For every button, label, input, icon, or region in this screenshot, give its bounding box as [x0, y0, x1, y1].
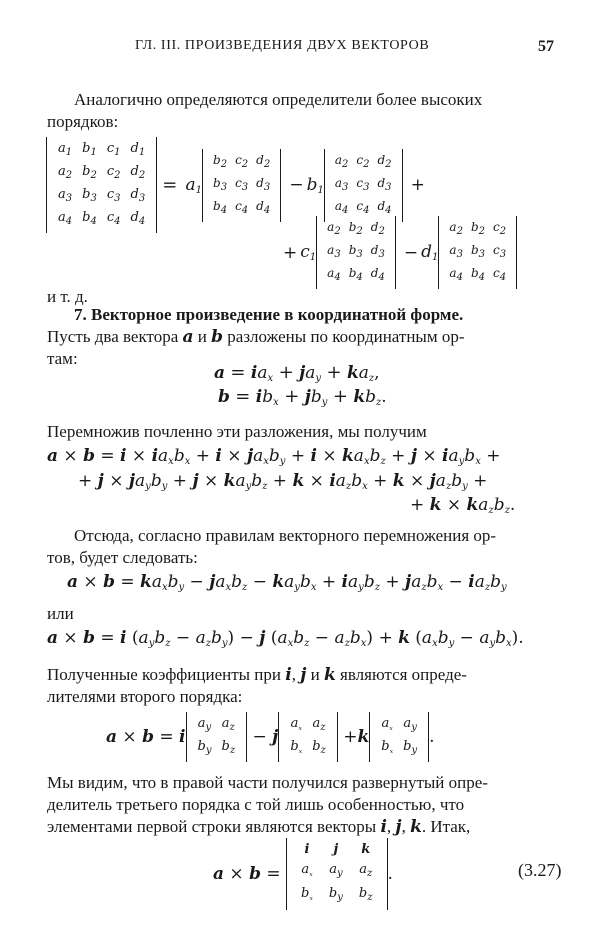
matrix-cell: $a_y$ — [329, 862, 343, 879]
matrix-cell: $d_3$ — [377, 175, 392, 193]
matrix-cell: $d_4$ — [370, 266, 385, 283]
matrix-cell: $c_3$ — [493, 243, 507, 260]
matrix-cell: $a_3$ — [58, 187, 73, 204]
expansion-line2: + $j \times ja_yb_y + j \times ka_yb_z + k \times ia_zb_x + k \times ja_zb_y$ + — [78, 471, 488, 492]
matrix-cell: $b_2$ — [82, 164, 97, 181]
matrix-cell: $b_2$ — [470, 220, 486, 237]
det4-expansion-row2: + $c_1$ $a_2$ $b_2$ $d_2$ $a_3$ $b_3$ $d_3$ $a_4$ $b_4$ $d_4$ − $d_1$ $a_2$ $b_2$ $c_2$ $a_3$ $b_3$ $c_3$ $a_4$ $b_4$ $c_4$ — [280, 216, 517, 289]
matrix-cell: $a_2$ — [334, 152, 349, 170]
matrix-cell: $b_3$ — [82, 187, 97, 204]
matrix-cell: $c_3$ — [106, 187, 121, 204]
matrix-cell: $b_2$ — [213, 152, 228, 170]
matrix-cell: $b_4$ — [348, 266, 363, 283]
matrix-cell: $d_3$ — [130, 187, 146, 204]
det4-expansion-row1: $a_1$ $b_1$ $c_1$ $d_1$ $a_2$ $b_2$ $c_2$ $d_2$ $a_3$ $b_3$ $c_3$ $d_3$ $a_4$ $b_4$ $c_4$ $d_4$ = $a_1$ $b_2$ $c_2$ $d_2$ $b_3$ $c_3$ $d_3$ $b_4$ $c_4$ $d_4$ − $b_1$ $a_2$ $c_2$ $d_2$ $a_3$ $c_3$ $d_3$ $a_4$ $c_4$ $d_4$ + — [46, 137, 428, 233]
det4-matrix — [46, 137, 157, 233]
matrix-cell: $a_3$ — [327, 243, 341, 260]
matrix-cell: $a_z$ — [221, 716, 235, 733]
matrix-cell: $c_4$ — [493, 266, 507, 283]
matrix-cell: $b_{_x}$ — [301, 886, 313, 903]
matrix-cell: $d_4$ — [377, 198, 392, 216]
matrix-cell: $b_4$ — [213, 198, 228, 216]
matrix-cell: $d_4$ — [130, 210, 146, 227]
matrix-cell: $a_4$ — [327, 266, 341, 283]
matrix-cell: $c_3$ — [235, 175, 249, 193]
matrix-cell: $b_4$ — [82, 210, 97, 227]
matrix-cell: $a_3$ — [334, 175, 349, 193]
paragraph-line: тов, будет следовать: — [47, 548, 198, 567]
matrix-cell: $a_z$ — [359, 862, 373, 879]
matrix-cell: $d_2$ — [130, 164, 146, 181]
matrix-cell: $b_3$ — [348, 243, 363, 260]
matrix-cell: $b_z$ — [221, 739, 236, 756]
paragraph-line: элементами первой строки являются векторы i, j, k. Итак, — [47, 817, 471, 837]
paragraph-line: Аналогично определяются определители более высоких — [74, 90, 483, 109]
matrix-cell: $a_2$ — [58, 164, 73, 181]
matrix-cell: $a_z$ — [312, 716, 326, 733]
result-formula-1: $a \times b = ka_xb_y - ja_xb_z - ka_yb_x + ia_yb_z + ja_zb_x - ia_zb_y$ — [67, 572, 507, 593]
paragraph-line: Полученные коэффициенты при i, j и k являются опреде- — [47, 665, 467, 685]
matrix-cell: $b_y$ — [403, 739, 418, 756]
matrix-cell: $a_4$ — [334, 198, 349, 216]
matrix-cell: $c_1$ — [106, 141, 121, 158]
matrix-cell: $c_2$ — [493, 220, 507, 237]
matrix-cell: $b_1$ — [82, 141, 97, 158]
matrix-cell: $c_4$ — [356, 198, 370, 216]
det2-k — [369, 712, 429, 762]
matrix-cell: $b_y$ — [197, 739, 212, 756]
matrix-cell: $d_3$ — [370, 243, 385, 260]
matrix-cell: $a_{_x}$ — [290, 716, 302, 733]
equation-number: (3.27) — [518, 860, 562, 880]
running-title: ГЛ. III. ПРОИЗВЕДЕНИЯ ДВУХ ВЕКТОРОВ — [135, 38, 430, 53]
det2-expansion: a × b = i $a_y$ $a_z$ $b_y$ $b_z$ − j $a_{_x}$ $a_z$ $b_{_x}$ $b_z$ +k $a_{_x}$ $a_y$ $b_{_x}$ $b_y$ . — [106, 712, 435, 762]
result-formula-2: a × b = i $(a_yb_z - a_zb_y) - j$ $(a_xb_z - a_zb_x) + k$ $(a_xb_y - a_yb_x)$. — [47, 628, 524, 649]
matrix-cell: $b_z$ — [358, 886, 373, 903]
or-text: или — [47, 604, 74, 623]
matrix-cell: $a_3$ — [449, 243, 463, 260]
matrix-cell: $b_3$ — [470, 243, 486, 260]
page-number: 57 — [538, 38, 554, 55]
matrix-cell: $a_1$ — [58, 141, 73, 158]
paragraph-line: Перемножив почленно эти разложения, мы получим — [47, 422, 427, 441]
matrix-cell: $a_4$ — [449, 266, 463, 283]
matrix-cell: $a_{_x}$ — [301, 862, 313, 879]
matrix-cell: k — [361, 842, 371, 857]
matrix-cell: $d_2$ — [370, 220, 385, 237]
det2-j — [278, 712, 338, 762]
formula-b-decomp: $b = ib_x + jb_y + kb_z$. — [218, 386, 387, 408]
matrix-cell: $a_4$ — [58, 210, 73, 227]
paragraph-line: Пусть два вектора a и b разложены по координатным ор- — [47, 327, 465, 347]
matrix-cell: $d_2$ — [377, 152, 392, 170]
matrix-cell: $b_y$ — [328, 886, 343, 903]
minor-d — [438, 216, 517, 289]
paragraph-line: лителями второго порядка: — [47, 687, 243, 706]
matrix-cell: $a_2$ — [449, 220, 463, 237]
matrix-cell: $c_4$ — [106, 210, 121, 227]
matrix-cell: $d_3$ — [256, 175, 271, 193]
matrix-cell: $b_{_x}$ — [381, 739, 394, 756]
matrix-cell: $c_2$ — [356, 152, 370, 170]
paragraph-line: там: — [47, 349, 78, 368]
expansion-line3: + $k \times ka_zb_z$. — [410, 495, 516, 516]
matrix-cell: $a_2$ — [327, 220, 341, 237]
paragraph-line: делитель третьего порядка с той лишь особенностью, что — [47, 795, 465, 814]
matrix-cell: $d_4$ — [256, 198, 271, 216]
matrix-cell: $d_1$ — [130, 141, 146, 158]
matrix-cell: $c_4$ — [235, 198, 249, 216]
final-formula: a × b = i j k $a_{_x}$ $a_y$ $a_z$ $b_{_x}$ $b_y$ $b_z$ . — [213, 838, 393, 910]
minor-b — [324, 149, 403, 222]
matrix-cell: $b_2$ — [348, 220, 363, 237]
formula-a-decomp: $a = ia_x + ja_y + ka_z$, — [214, 362, 380, 384]
matrix-cell: $b_3$ — [213, 175, 228, 193]
matrix-cell: $b_4$ — [470, 266, 486, 283]
matrix-cell: $a_y$ — [403, 716, 417, 733]
matrix-cell: j — [333, 842, 339, 857]
matrix-cell: $c_2$ — [235, 152, 249, 170]
det3-final — [286, 838, 387, 910]
running-header — [0, 38, 605, 62]
expansion-line1: $a \times b = i \times ia_xb_x + i \times ja_xb_y + i \times ka_xb_z + j \times ia_yb_x$ + — [47, 446, 501, 467]
minor-c — [316, 216, 396, 289]
paragraph-line: Отсюда, согласно правилам векторного перемножения ор- — [74, 526, 497, 545]
det2-i — [186, 712, 248, 762]
etc-text: и т. д. — [47, 287, 88, 306]
paragraph-line: порядков: — [47, 112, 119, 131]
minor-a — [202, 149, 281, 222]
paragraph-line: Мы видим, что в правой части получился развернутый опре- — [47, 773, 488, 792]
matrix-cell: $b_z$ — [312, 739, 326, 756]
matrix-cell: $b_{_x}$ — [290, 739, 303, 756]
section-title: 7. Векторное произведение в координатной форме. — [74, 305, 464, 324]
matrix-cell: $c_2$ — [106, 164, 121, 181]
matrix-cell: i — [304, 842, 310, 857]
matrix-cell: $c_3$ — [356, 175, 370, 193]
matrix-cell: $a_{_x}$ — [381, 716, 393, 733]
matrix-cell: $a_y$ — [197, 716, 212, 733]
matrix-cell: $d_2$ — [256, 152, 271, 170]
